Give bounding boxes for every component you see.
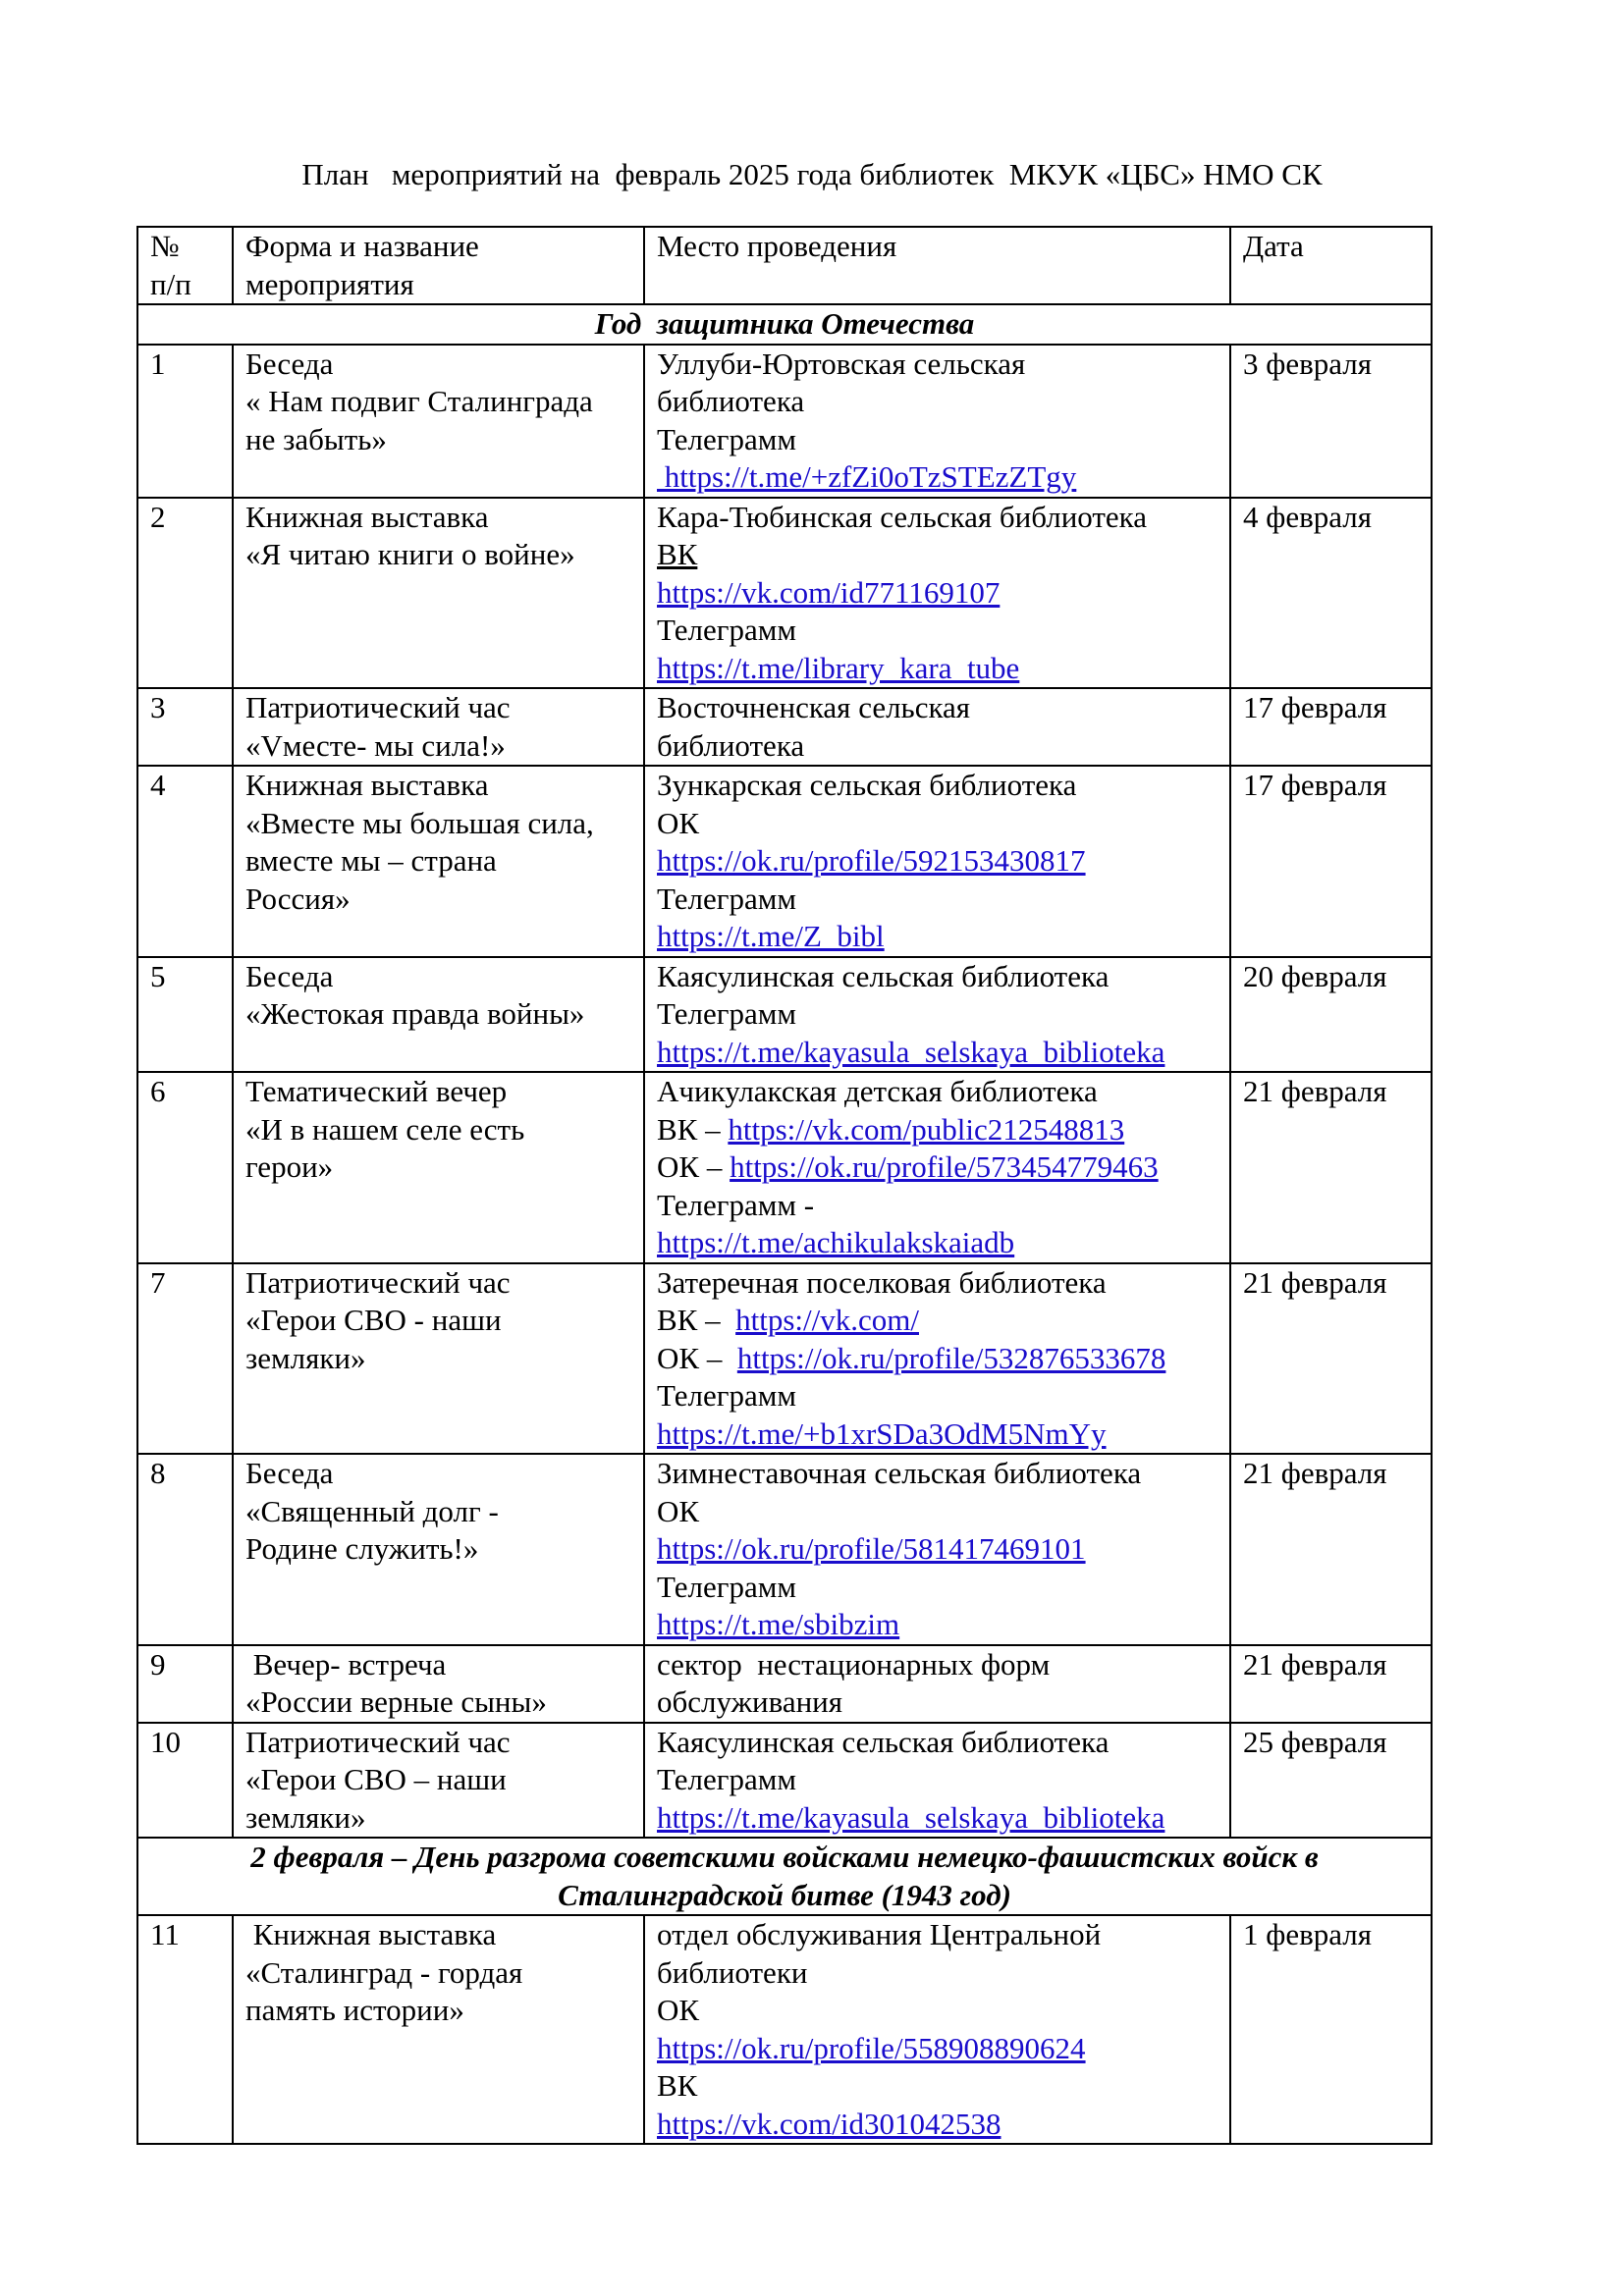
event-place-line	[657, 767, 1218, 805]
event-date: 21 февраля	[1230, 1645, 1432, 1723]
event-form-line: «И в нашем селе есть	[245, 1111, 525, 1147]
event-place-line	[657, 1073, 1218, 1111]
event-place-line	[657, 2030, 1218, 2068]
network-prefix: ОК –	[657, 1149, 731, 1184]
event-place-line	[657, 1224, 1218, 1262]
event-link[interactable]: https://vk.com/id301042538	[657, 2106, 1001, 2141]
event-place-line	[657, 574, 1218, 613]
event-form-line: память истории»	[245, 1993, 464, 2027]
section-title-line: 2 февраля – День разгрома советскими войсками немецко-фашистских войск в	[250, 1840, 1319, 1874]
event-form-line: земляки»	[245, 1340, 366, 1375]
event-date: 4 февраля	[1230, 498, 1432, 689]
event-date: 21 февраля	[1230, 1263, 1432, 1455]
event-form-line: «Сталинград - гордая	[245, 1954, 523, 1990]
event-place-line	[657, 1761, 1218, 1799]
table-row	[137, 688, 1432, 766]
event-place-line	[657, 1992, 1218, 2030]
place-text: Телеграмм	[657, 996, 796, 1031]
section-header-row	[137, 1838, 1432, 1915]
event-form-line: «России верные сыны»	[245, 1684, 547, 1719]
event-form	[233, 1723, 644, 1839]
event-form-line: Книжная выставка	[245, 1917, 497, 1951]
table-row	[137, 1723, 1432, 1839]
event-place-line	[657, 1530, 1218, 1569]
event-form-line: «Вместе мы большая сила,	[245, 805, 594, 840]
network-prefix: ВК –	[657, 1303, 736, 1337]
event-number: 2	[137, 498, 233, 689]
event-link[interactable]: https://t.me/+b1xrSDa3OdM5NmYy	[657, 1415, 1107, 1451]
event-form-line: земляки»	[245, 1799, 366, 1835]
event-form-line: Тематический вечер	[245, 1074, 508, 1108]
event-place	[644, 1072, 1230, 1263]
event-link[interactable]: https://t.me/kayasula_selskaya_biblioteka	[657, 1799, 1165, 1835]
event-form-line: вместе мы – страна	[245, 843, 497, 878]
event-form	[233, 1072, 644, 1263]
event-place-line	[657, 1954, 1218, 1993]
event-number: 3	[137, 688, 233, 766]
event-form	[233, 1454, 644, 1645]
place-text: Зимнеставочная сельская библиотека	[657, 1456, 1142, 1490]
place-text: Телеграмм -	[657, 1187, 815, 1222]
event-number: 4	[137, 766, 233, 957]
event-link[interactable]: https://ok.ru/profile/592153430817	[657, 843, 1086, 878]
header-num	[137, 227, 233, 304]
event-link[interactable]: https://vk.com/id771169107	[657, 574, 1001, 610]
section-header-row	[137, 304, 1432, 345]
place-text: Каясулинская сельская библиотека	[657, 1724, 1110, 1759]
event-place-line	[657, 1187, 1218, 1225]
events-table	[136, 226, 1433, 2145]
event-number: 5	[137, 957, 233, 1073]
event-form-line: «Священный долг -	[245, 1493, 499, 1528]
table-row	[137, 1915, 1432, 2144]
event-place-line	[657, 1264, 1218, 1303]
place-text: Затеречная поселковая библиотека	[657, 1264, 1107, 1300]
event-link[interactable]: https://ok.ru/profile/581417469101	[657, 1531, 1086, 1566]
event-place-line	[657, 1302, 1218, 1340]
event-place-line	[657, 958, 1218, 996]
page-title: План мероприятий на февраль 2025 года библиотек МКУК «ЦБС» НМО СК	[301, 157, 1323, 191]
place-text: Зункарская сельская библиотека	[657, 768, 1077, 802]
event-place-line	[657, 2067, 1218, 2106]
event-number: 7	[137, 1263, 233, 1455]
event-place-line	[657, 2106, 1218, 2144]
event-date: 17 февраля	[1230, 766, 1432, 957]
event-form	[233, 1263, 644, 1455]
place-text: Телеграмм	[657, 613, 796, 647]
table-row	[137, 1454, 1432, 1645]
event-form	[233, 345, 644, 498]
event-form-line: Россия»	[245, 881, 351, 916]
header-date-line: Дата	[1243, 229, 1304, 263]
event-date: 1 февраля	[1230, 1915, 1432, 2144]
event-link[interactable]: https://vk.com/public212548813	[728, 1111, 1125, 1147]
event-form	[233, 1915, 644, 2144]
place-text: ВК	[657, 2068, 698, 2103]
event-form-line: Книжная выставка	[245, 768, 489, 802]
event-place-line	[657, 612, 1218, 650]
event-form-line: « Нам подвиг Сталинграда	[245, 384, 593, 418]
section-title-line: Год защитника Отечества	[594, 306, 975, 341]
header-place	[644, 227, 1230, 304]
place-text: ОК	[657, 1993, 700, 2027]
event-form	[233, 688, 644, 766]
event-form-line: «Я читаю книги о войне»	[245, 537, 575, 571]
event-link[interactable]: https://ok.ru/profile/558908890624	[657, 2030, 1086, 2065]
event-place	[644, 766, 1230, 957]
event-place	[644, 498, 1230, 689]
event-form-line: не забыть»	[245, 421, 387, 456]
event-number: 6	[137, 1072, 233, 1263]
event-place-line	[657, 1377, 1218, 1415]
header-form-line: мероприятия	[245, 266, 414, 301]
event-form-line: «Жестокая правда войны»	[245, 996, 585, 1031]
section-title-line: Сталинградской битве (1943 год)	[558, 1877, 1011, 1912]
table-row	[137, 1645, 1432, 1723]
place-text: ОК	[657, 1493, 700, 1528]
section-title	[137, 1838, 1432, 1915]
event-link[interactable]: https://t.me/library_kara_tube	[657, 650, 1020, 685]
event-date: 21 февраля	[1230, 1454, 1432, 1645]
event-form-line: герои»	[245, 1149, 334, 1184]
place-text: Каясулинская сельская библиотека	[657, 958, 1110, 993]
event-form-line: «Герои СВО – наши	[245, 1762, 507, 1796]
event-link[interactable]: https://t.me/Z_bibl	[657, 919, 885, 953]
section-title	[137, 304, 1432, 345]
event-date: 20 февраля	[1230, 957, 1432, 1073]
event-date: 25 февраля	[1230, 1723, 1432, 1839]
event-place-line	[657, 499, 1218, 537]
event-number: 10	[137, 1723, 233, 1839]
event-place-line	[657, 1415, 1218, 1454]
event-place-line	[657, 650, 1218, 688]
event-link[interactable]: https://t.me/+zfZi0oTzSTEzZTgy	[657, 459, 1077, 494]
event-form-line: Патриотический час	[245, 1724, 511, 1759]
event-place	[644, 1645, 1230, 1723]
event-place-line	[657, 1646, 1218, 1684]
place-text: Уллуби-Юртовская сельская	[657, 346, 1026, 381]
event-form-line: Беседа	[245, 958, 334, 993]
event-form	[233, 1645, 644, 1723]
event-place-line	[657, 536, 1218, 574]
table-row	[137, 957, 1432, 1073]
event-link[interactable]: https://ok.ru/profile/532876533678	[736, 1340, 1166, 1375]
network-prefix: ОК –	[657, 1340, 737, 1375]
event-place-line	[657, 383, 1218, 421]
event-form-line: Родине служить!»	[245, 1531, 479, 1566]
event-date: 17 февраля	[1230, 688, 1432, 766]
event-place-line	[657, 1493, 1218, 1531]
event-number: 11	[137, 1915, 233, 2144]
place-text: Восточненская сельская	[657, 690, 971, 724]
event-place-line	[657, 1799, 1218, 1838]
event-link[interactable]: https://t.me/achikulakskaiadb	[657, 1225, 1015, 1259]
event-form-line: Патриотический час	[245, 1264, 511, 1300]
event-place	[644, 1263, 1230, 1455]
table-row	[137, 345, 1432, 498]
header-num-line: п/п	[150, 266, 191, 301]
event-place-line	[657, 881, 1218, 919]
event-place	[644, 1915, 1230, 2144]
header-num-line: №	[150, 229, 180, 263]
event-form-line: Патриотический час	[245, 690, 511, 724]
header-form-line: Форма и название	[245, 229, 479, 263]
table-row	[137, 498, 1432, 689]
place-text: Телеграмм	[657, 881, 796, 916]
event-place-line	[657, 1034, 1218, 1072]
event-place	[644, 1723, 1230, 1839]
event-place-line	[657, 805, 1218, 843]
event-place-line	[657, 346, 1218, 384]
table-row	[137, 1072, 1432, 1263]
event-form-line: «Vместе- мы сила!»	[245, 727, 506, 763]
table-header-row	[137, 227, 1432, 304]
event-form-line: Книжная выставка	[245, 499, 489, 534]
event-place-line	[657, 458, 1218, 497]
event-place-line	[657, 1916, 1218, 1954]
event-place-line	[657, 1569, 1218, 1607]
event-form-line: Беседа	[245, 1456, 334, 1490]
event-form	[233, 498, 644, 689]
place-text: Телеграмм	[657, 1569, 796, 1604]
table-row	[137, 1263, 1432, 1455]
place-text: Ачикулакская детская библиотека	[657, 1074, 1098, 1108]
place-text: библиотека	[657, 727, 805, 763]
event-link[interactable]: https://vk.com/	[735, 1303, 919, 1337]
place-text: сектор нестационарных форм	[657, 1646, 1051, 1682]
event-place	[644, 1454, 1230, 1645]
header-form	[233, 227, 644, 304]
event-place	[644, 957, 1230, 1073]
place-text: библиотека	[657, 384, 805, 418]
event-place-line	[657, 842, 1218, 881]
event-form-line: «Герои СВО - наши	[245, 1303, 502, 1337]
event-place-line	[657, 1724, 1218, 1762]
place-text: библиотеки	[657, 1954, 808, 1990]
event-place-line	[657, 918, 1218, 956]
event-place-line	[657, 421, 1218, 459]
header-date	[1230, 227, 1432, 304]
place-text: Кара-Тюбинская сельская библиотека	[657, 499, 1148, 534]
table-row	[137, 766, 1432, 957]
event-date: 3 февраля	[1230, 345, 1432, 498]
event-link[interactable]: https://t.me/kayasula_selskaya_biblioteka	[657, 1034, 1165, 1069]
network-label: ВК	[657, 537, 698, 571]
event-form	[233, 766, 644, 957]
header-place-line: Место проведения	[657, 229, 897, 263]
event-form-line: Беседа	[245, 346, 334, 381]
event-place	[644, 688, 1230, 766]
place-text: Телеграмм	[657, 421, 796, 456]
event-place-line	[657, 1148, 1218, 1187]
place-text: Телеграмм	[657, 1762, 796, 1796]
event-form	[233, 957, 644, 1073]
event-place	[644, 345, 1230, 498]
event-form-line: Вечер- встреча	[245, 1646, 447, 1682]
event-link[interactable]: https://t.me/sbibzim	[657, 1607, 900, 1641]
event-place-line	[657, 727, 1218, 766]
event-date: 21 февраля	[1230, 1072, 1432, 1263]
event-place-line	[657, 1340, 1218, 1378]
event-place-line	[657, 1606, 1218, 1644]
event-number: 9	[137, 1645, 233, 1723]
place-text: отдел обслуживания Центральной	[657, 1917, 1102, 1951]
place-text: Телеграмм	[657, 1378, 796, 1413]
event-place-line	[657, 995, 1218, 1034]
event-number: 1	[137, 345, 233, 498]
event-link[interactable]: https://ok.ru/profile/573454779463	[730, 1149, 1159, 1184]
event-place-line	[657, 1683, 1218, 1722]
event-number: 8	[137, 1454, 233, 1645]
event-place-line	[657, 1455, 1218, 1493]
place-text: ОК	[657, 805, 700, 840]
place-text: обслуживания	[657, 1684, 843, 1719]
event-place-line	[657, 689, 1218, 727]
network-prefix: ВК –	[657, 1111, 729, 1147]
event-place-line	[657, 1111, 1218, 1149]
